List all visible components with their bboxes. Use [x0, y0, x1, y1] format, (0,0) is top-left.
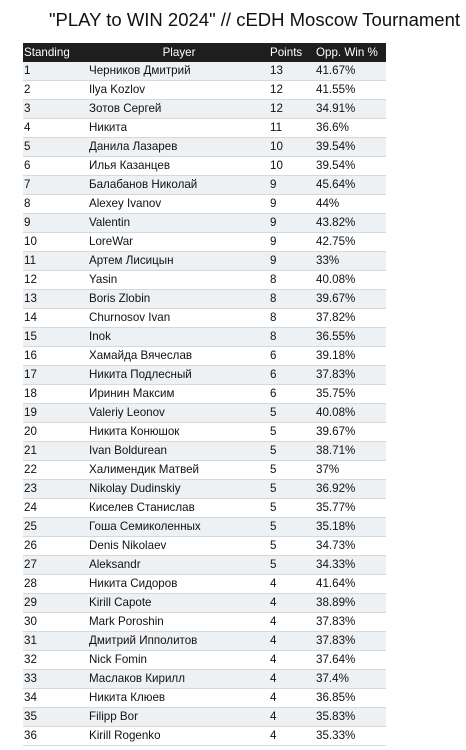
- cell-standing: 21: [23, 442, 88, 461]
- cell-standing: 3: [23, 100, 88, 119]
- cell-opp-win: 40.08%: [316, 404, 386, 423]
- cell-opp-win: 41.55%: [316, 83, 356, 96]
- cell-player: Nick Fomin: [89, 653, 147, 666]
- cell-points: 9: [270, 176, 316, 195]
- cell-points: 12: [270, 83, 283, 96]
- cell-opp-win: 37.4%: [316, 670, 386, 689]
- cell-opp-win: 33%: [316, 252, 386, 271]
- table-row: [23, 290, 386, 309]
- cell-opp-win: 41.64%: [316, 577, 356, 590]
- cell-standing: 2: [24, 83, 31, 96]
- cell-standing: 16: [24, 349, 37, 362]
- cell-points: 13: [270, 62, 316, 81]
- cell-opp-win: 45.64%: [316, 176, 386, 195]
- cell-opp-win: 37.83%: [316, 632, 386, 651]
- cell-standing: 19: [23, 404, 88, 423]
- cell-standing: 13: [23, 290, 88, 309]
- cell-points: 9: [270, 214, 316, 233]
- cell-opp-win: 41.67%: [316, 62, 386, 81]
- cell-standing: 32: [24, 653, 37, 666]
- column-header-player: Player: [88, 43, 270, 62]
- cell-points: 5: [270, 425, 277, 438]
- cell-points: 5: [270, 539, 277, 552]
- cell-player: Никита Сидоров: [89, 577, 178, 590]
- cell-points: 10: [270, 159, 283, 172]
- cell-opp-win: 35.83%: [316, 708, 386, 727]
- cell-player: Маслаков Кирилл: [88, 670, 270, 689]
- standings-table: [23, 43, 386, 746]
- cell-player: Mark Poroshin: [89, 615, 164, 628]
- cell-standing: 18: [24, 387, 37, 400]
- cell-opp-win: 37.83%: [316, 366, 386, 385]
- cell-player: Халимендик Матвей: [89, 463, 200, 476]
- cell-opp-win: 39.67%: [316, 290, 386, 309]
- cell-standing: 36: [24, 729, 37, 742]
- cell-player: Ilya Kozlov: [89, 83, 146, 96]
- cell-opp-win: 42.75%: [316, 235, 356, 248]
- table-row: [23, 252, 386, 271]
- table-header: [23, 43, 386, 62]
- cell-player: Kirill Rogenko: [89, 729, 161, 742]
- cell-player: Valeriy Leonov: [88, 404, 270, 423]
- cell-opp-win: 43.82%: [316, 214, 386, 233]
- cell-points: 9: [270, 252, 316, 271]
- table-row: [23, 138, 386, 157]
- table-row: [23, 461, 386, 480]
- cell-player: Черников Дмитрий: [88, 62, 270, 81]
- cell-standing: 1: [23, 62, 88, 81]
- table-row: [23, 651, 386, 670]
- cell-standing: 28: [24, 577, 37, 590]
- cell-standing: 33: [23, 670, 88, 689]
- cell-points: 8: [270, 290, 316, 309]
- table-row: [23, 100, 386, 119]
- cell-standing: 5: [23, 138, 88, 157]
- cell-player: Зотов Сергей: [88, 100, 270, 119]
- cell-points: 4: [270, 729, 277, 742]
- table-row: [23, 613, 386, 632]
- cell-points: 4: [270, 653, 277, 666]
- cell-player: Гоша Семиколенных: [88, 518, 270, 537]
- cell-points: 5: [270, 518, 316, 537]
- cell-player: Churnosov Ivan: [89, 311, 171, 324]
- cell-points: 4: [270, 594, 316, 613]
- cell-opp-win: 37%: [316, 463, 340, 476]
- cell-opp-win: 44%: [316, 197, 340, 210]
- table-row: [23, 689, 386, 708]
- cell-opp-win: 39.67%: [316, 425, 356, 438]
- cell-player: Kirill Capote: [88, 594, 270, 613]
- table-row: [23, 632, 386, 651]
- cell-opp-win: 37.64%: [316, 653, 356, 666]
- cell-standing: 35: [23, 708, 88, 727]
- cell-standing: 6: [24, 159, 31, 172]
- cell-points: 5: [270, 404, 316, 423]
- cell-opp-win: 36.55%: [316, 328, 386, 347]
- cell-points: 5: [270, 556, 316, 575]
- cell-player: Никита Подлесный: [88, 366, 270, 385]
- cell-points: 10: [270, 138, 316, 157]
- cell-opp-win: 39.18%: [316, 349, 356, 362]
- table-row: [23, 727, 386, 746]
- table-row: [23, 366, 386, 385]
- table-row: [23, 233, 386, 252]
- cell-opp-win: 34.91%: [316, 100, 386, 119]
- cell-player: Илья Казанцев: [89, 159, 170, 172]
- cell-points: 5: [270, 501, 277, 514]
- cell-player: Никита Конюшок: [89, 425, 180, 438]
- header-row: [23, 43, 386, 62]
- cell-points: 8: [270, 311, 277, 324]
- table-row: [23, 442, 386, 461]
- cell-points: 6: [270, 387, 277, 400]
- cell-opp-win: 35.75%: [316, 387, 356, 400]
- cell-points: 9: [270, 197, 277, 210]
- table-row: [23, 385, 386, 404]
- cell-standing: 22: [24, 463, 37, 476]
- cell-standing: 29: [23, 594, 88, 613]
- cell-player: Балабанов Николай: [88, 176, 270, 195]
- cell-opp-win: 37.82%: [316, 311, 356, 324]
- table-row: [23, 670, 386, 689]
- table-row: [23, 195, 386, 214]
- cell-points: 6: [270, 349, 277, 362]
- cell-player: Denis Nikolaev: [89, 539, 167, 552]
- cell-standing: 7: [23, 176, 88, 195]
- cell-points: 4: [270, 632, 316, 651]
- cell-standing: 10: [24, 235, 37, 248]
- cell-standing: 30: [24, 615, 37, 628]
- page-title: "PLAY to WIN 2024" // cEDH Moscow Tournament: [48, 9, 460, 30]
- cell-player: Yasin: [89, 273, 118, 286]
- cell-player: Aleksandr: [88, 556, 270, 575]
- cell-points: 8: [270, 273, 277, 286]
- cell-opp-win: 38.89%: [316, 594, 386, 613]
- column-header-standing: Standing: [23, 43, 88, 62]
- cell-standing: 23: [23, 480, 88, 499]
- cell-player: Иринин Максим: [89, 387, 175, 400]
- table-row: [23, 708, 386, 727]
- cell-standing: 15: [23, 328, 88, 347]
- cell-player: Valentin: [88, 214, 270, 233]
- table-row: [23, 575, 386, 594]
- cell-player: Данила Лазарев: [88, 138, 270, 157]
- cell-opp-win: 34.73%: [316, 539, 356, 552]
- cell-points: 4: [270, 577, 277, 590]
- cell-standing: 11: [23, 252, 88, 271]
- cell-standing: 8: [24, 197, 31, 210]
- table-row: [23, 594, 386, 613]
- cell-player: Никита Клюев: [89, 691, 166, 704]
- cell-player: Inok: [88, 328, 270, 347]
- cell-standing: 24: [24, 501, 37, 514]
- cell-standing: 17: [23, 366, 88, 385]
- cell-standing: 12: [24, 273, 37, 286]
- cell-player: Filipp Bor: [88, 708, 270, 727]
- column-header-points: Points: [270, 43, 316, 62]
- table-row: [23, 347, 386, 366]
- cell-points: 5: [270, 463, 277, 476]
- table-row: [23, 480, 386, 499]
- cell-standing: 26: [24, 539, 37, 552]
- table-row: [23, 119, 386, 138]
- table-row: [23, 176, 386, 195]
- cell-player: Никита: [89, 121, 128, 134]
- cell-points: 4: [270, 615, 277, 628]
- cell-points: 12: [270, 100, 316, 119]
- cell-opp-win: 36.6%: [316, 121, 349, 134]
- table-row: [23, 518, 386, 537]
- cell-player: Хамайда Вячеслав: [89, 349, 193, 362]
- cell-player: Boris Zlobin: [88, 290, 270, 309]
- cell-opp-win: 38.71%: [316, 442, 386, 461]
- cell-standing: 14: [24, 311, 37, 324]
- column-header-opp-win: Opp. Win %: [316, 43, 386, 62]
- table-row: [23, 271, 386, 290]
- table-row: [23, 423, 386, 442]
- table-body: [23, 62, 386, 746]
- table-row: [23, 81, 386, 100]
- cell-points: 5: [270, 442, 316, 461]
- cell-points: 9: [270, 235, 277, 248]
- cell-points: 4: [270, 670, 316, 689]
- cell-points: 6: [270, 366, 316, 385]
- cell-player: Alexey Ivanov: [89, 197, 162, 210]
- cell-opp-win: 39.54%: [316, 159, 356, 172]
- cell-player: Артем Лисицын: [88, 252, 270, 271]
- cell-opp-win: 37.83%: [316, 615, 356, 628]
- cell-points: 8: [270, 328, 316, 347]
- table-row: [23, 157, 386, 176]
- cell-player: Киселев Станислав: [89, 501, 195, 514]
- cell-points: 4: [270, 691, 277, 704]
- cell-points: 5: [270, 480, 316, 499]
- cell-player: Дмитрий Ипполитов: [88, 632, 270, 651]
- cell-standing: 27: [23, 556, 88, 575]
- table-row: [23, 214, 386, 233]
- table-row: [23, 404, 386, 423]
- cell-opp-win: 36.92%: [316, 480, 386, 499]
- cell-player: LoreWar: [89, 235, 134, 248]
- cell-opp-win: 35.77%: [316, 501, 356, 514]
- cell-player: Ivan Boldurean: [88, 442, 270, 461]
- cell-opp-win: 40.08%: [316, 273, 356, 286]
- cell-standing: 31: [23, 632, 88, 651]
- table-row: [23, 556, 386, 575]
- table-row: [23, 309, 386, 328]
- cell-standing: 20: [24, 425, 37, 438]
- table-row: [23, 499, 386, 518]
- cell-points: 11: [270, 121, 283, 134]
- cell-standing: 34: [24, 691, 37, 704]
- cell-opp-win: 34.33%: [316, 556, 386, 575]
- cell-opp-win: 36.85%: [316, 691, 356, 704]
- cell-points: 4: [270, 708, 316, 727]
- table-row: [23, 62, 386, 81]
- table-row: [23, 328, 386, 347]
- table-row: [23, 537, 386, 556]
- cell-standing: 9: [23, 214, 88, 233]
- cell-opp-win: 35.18%: [316, 518, 386, 537]
- cell-standing: 4: [24, 121, 31, 134]
- cell-standing: 25: [23, 518, 88, 537]
- cell-opp-win: 39.54%: [316, 138, 386, 157]
- cell-opp-win: 35.33%: [316, 729, 356, 742]
- cell-player: Nikolay Dudinskiy: [88, 480, 270, 499]
